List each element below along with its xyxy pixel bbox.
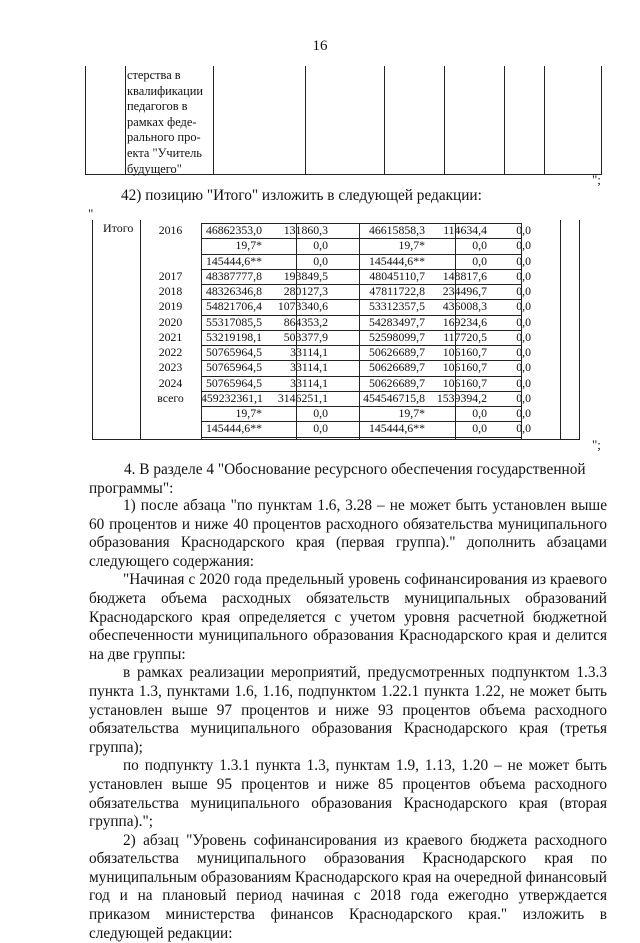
value-cell: 148817,6 bbox=[442, 268, 487, 283]
year-cell: 2017 bbox=[158, 268, 183, 283]
value-cell: 0,0 bbox=[516, 375, 531, 390]
value-cell: 145444,6** bbox=[368, 421, 425, 436]
page-number: 16 bbox=[312, 38, 328, 54]
year-cell: 2018 bbox=[158, 284, 183, 298]
column-divider bbox=[444, 66, 445, 174]
value-cell: 454546715,8 bbox=[363, 390, 425, 405]
value-cell: 864353,2 bbox=[283, 314, 328, 329]
row-divider bbox=[201, 437, 521, 438]
value-cell: 503377,9 bbox=[283, 329, 328, 344]
value-cell: 106160,7 bbox=[442, 360, 487, 375]
value-cell: 46615858,3 bbox=[368, 223, 425, 237]
value-cell: 50765964,5 bbox=[205, 375, 262, 390]
value-cell: 0,0 bbox=[313, 253, 328, 268]
value-cell: 0,0 bbox=[516, 421, 531, 436]
value-cell: 48387777,8 bbox=[205, 268, 262, 283]
value-cell: 193849,5 bbox=[283, 268, 328, 283]
value-cell: 48045110,7 bbox=[369, 268, 425, 283]
value-cell: 106160,7 bbox=[442, 375, 487, 390]
paragraph: 2) абзац "Уровень софинансирования из краевого бюджета расходного обязательства муниципального образования Краснодарского края по муниципальным образованиям Краснодарского края на очередной финансовый год и на плановый период начиная с 2018 года ежегодно утверждается приказом министерства финансов Краснодарского края." изложить в следующей редакции: bbox=[89, 831, 607, 942]
value-cell: 0,0 bbox=[472, 406, 487, 420]
column-divider bbox=[140, 220, 141, 439]
value-cell: 234496,7 bbox=[442, 284, 487, 298]
value-cell: 0,0 bbox=[516, 299, 531, 314]
value-cell: 114634,4 bbox=[443, 223, 487, 237]
value-cell: 0,0 bbox=[516, 345, 531, 359]
itogo-table bbox=[92, 220, 580, 440]
value-cell: 0,0 bbox=[516, 314, 531, 329]
value-cell: 0,0 bbox=[516, 406, 531, 420]
year-cell: всего bbox=[157, 390, 184, 405]
value-cell: 145444,6** bbox=[205, 421, 262, 436]
value-cell: 0,0 bbox=[313, 406, 328, 420]
value-cell: 50626689,7 bbox=[368, 360, 425, 375]
value-cell: 50765964,5 bbox=[205, 360, 262, 375]
year-cell: 2021 bbox=[158, 329, 183, 344]
value-cell: 48326346,8 bbox=[205, 284, 262, 298]
value-cell: 131860,3 bbox=[283, 223, 328, 237]
continued-table-fragment bbox=[85, 66, 602, 175]
value-cell: 0,0 bbox=[516, 238, 531, 253]
column-divider bbox=[544, 66, 545, 174]
value-cell: 50765964,5 bbox=[205, 345, 262, 359]
value-cell: 0,0 bbox=[516, 390, 531, 405]
year-cell: 2024 bbox=[158, 375, 183, 390]
value-cell: 50626689,7 bbox=[368, 375, 425, 390]
value-cell: 46862353,0 bbox=[205, 223, 262, 237]
value-cell: 459232361,1 bbox=[201, 390, 263, 405]
year-cell: 2023 bbox=[158, 360, 183, 375]
value-cell: 47811722,8 bbox=[369, 284, 425, 298]
column-divider bbox=[305, 66, 306, 174]
value-cell: 19,7* bbox=[235, 238, 262, 253]
value-cell: 145444,6** bbox=[368, 253, 425, 268]
value-cell: 53219198,1 bbox=[205, 329, 262, 344]
column-divider bbox=[125, 66, 126, 174]
value-cell: 0,0 bbox=[472, 253, 487, 268]
value-cell: 55317085,5 bbox=[205, 314, 262, 329]
section-4-heading: 4. В разделе 4 "Обоснование ресурсного обеспечения государственной bbox=[124, 461, 586, 478]
item-42-heading: 42) позицию "Итого" изложить в следующей редакции: bbox=[121, 187, 482, 204]
value-cell: 33114,1 bbox=[290, 345, 328, 359]
closing-quote: "; bbox=[592, 437, 601, 452]
value-cell: 53312357,5 bbox=[368, 299, 425, 314]
value-cell: 0,0 bbox=[313, 421, 328, 436]
itogo-label: Итого bbox=[103, 221, 134, 235]
value-cell: 0,0 bbox=[472, 421, 487, 436]
value-cell: 0,0 bbox=[516, 253, 531, 268]
value-cell: 19,7* bbox=[398, 406, 425, 420]
value-cell: 0,0 bbox=[516, 284, 531, 298]
value-cell: 3146251,1 bbox=[277, 390, 328, 405]
value-cell: 117720,5 bbox=[443, 329, 487, 344]
value-cell: 19,7* bbox=[235, 406, 262, 420]
value-cell: 0,0 bbox=[516, 268, 531, 283]
value-cell: 0,0 bbox=[472, 238, 487, 253]
value-cell: 0,0 bbox=[516, 329, 531, 344]
paragraph: 1) после абзаца "по пунктам 1.6, 3.28 – не может быть установлен выше 60 процентов и ниже 40 процентов расходного обязательства муниципального образования Краснодарского края (первая группа)." дополнить абзацами следующего содержания: bbox=[89, 497, 607, 570]
year-cell: 2020 bbox=[158, 314, 183, 329]
column-divider bbox=[504, 66, 505, 174]
closing-quote: "; bbox=[592, 172, 601, 187]
value-cell: 50626689,7 bbox=[368, 345, 425, 359]
value-cell: 0,0 bbox=[516, 223, 531, 237]
value-cell: 169234,6 bbox=[442, 314, 487, 329]
value-cell: 436008,3 bbox=[442, 299, 487, 314]
year-cell: 2016 bbox=[158, 223, 183, 237]
value-cell: 1073340,6 bbox=[277, 299, 328, 314]
column-divider bbox=[384, 66, 385, 174]
value-cell: 54821706,4 bbox=[205, 299, 262, 314]
paragraph: в рамках реализации мероприятий, предусмотренных подпунктом 1.3.3 пункта 1.3, пунктами 1.6, 1.16, подпунктом 1.22.1 пункта 1.22, не может быть установлен выше 97 процентов и ниже 93 процентов объема расходного обязательства муниципального образования Краснодарского края (третья группа); bbox=[89, 664, 607, 756]
value-cell: 0,0 bbox=[313, 238, 328, 253]
value-cell: 19,7* bbox=[398, 238, 425, 253]
value-cell: 52598099,7 bbox=[368, 329, 425, 344]
opening-quote: " bbox=[88, 206, 94, 221]
column-divider bbox=[560, 220, 561, 439]
paragraph: "Начиная с 2020 года предельный уровень софинансирования из краевого бюджета объема расходных обязательств муниципальных образований Краснодарского края определяется с учетом уровня расчетной бюджетной обеспеченности муниципального образования Краснодарского края и делится на две группы: bbox=[89, 571, 607, 663]
section-4-heading-cont: программы": bbox=[89, 480, 174, 497]
value-cell: 0,0 bbox=[516, 360, 531, 375]
value-cell: 106160,7 bbox=[442, 345, 487, 359]
body-text bbox=[89, 497, 607, 943]
value-cell: 280127,3 bbox=[283, 284, 328, 298]
value-cell: 33114,1 bbox=[290, 360, 328, 375]
year-cell: 2019 bbox=[158, 299, 183, 314]
value-cell: 1539394,2 bbox=[436, 390, 487, 405]
value-cell: 54283497,7 bbox=[368, 314, 425, 329]
fragment-cell-text: стерства в квалификации педагогов в рамках феде- рального про- екта "Учитель будущего" bbox=[127, 68, 204, 176]
value-cell: 33114,1 bbox=[290, 375, 328, 390]
value-cell: 145444,6** bbox=[205, 253, 262, 268]
year-cell: 2022 bbox=[158, 345, 183, 359]
paragraph: по подпункту 1.3.1 пункта 1.3, пунктам 1.9, 1.13, 1.20 – не может быть установлен выше 95 процентов и ниже 85 процентов объема расходного обязательства муниципального образования Краснодарского края (вторая группа)."; bbox=[89, 757, 607, 831]
